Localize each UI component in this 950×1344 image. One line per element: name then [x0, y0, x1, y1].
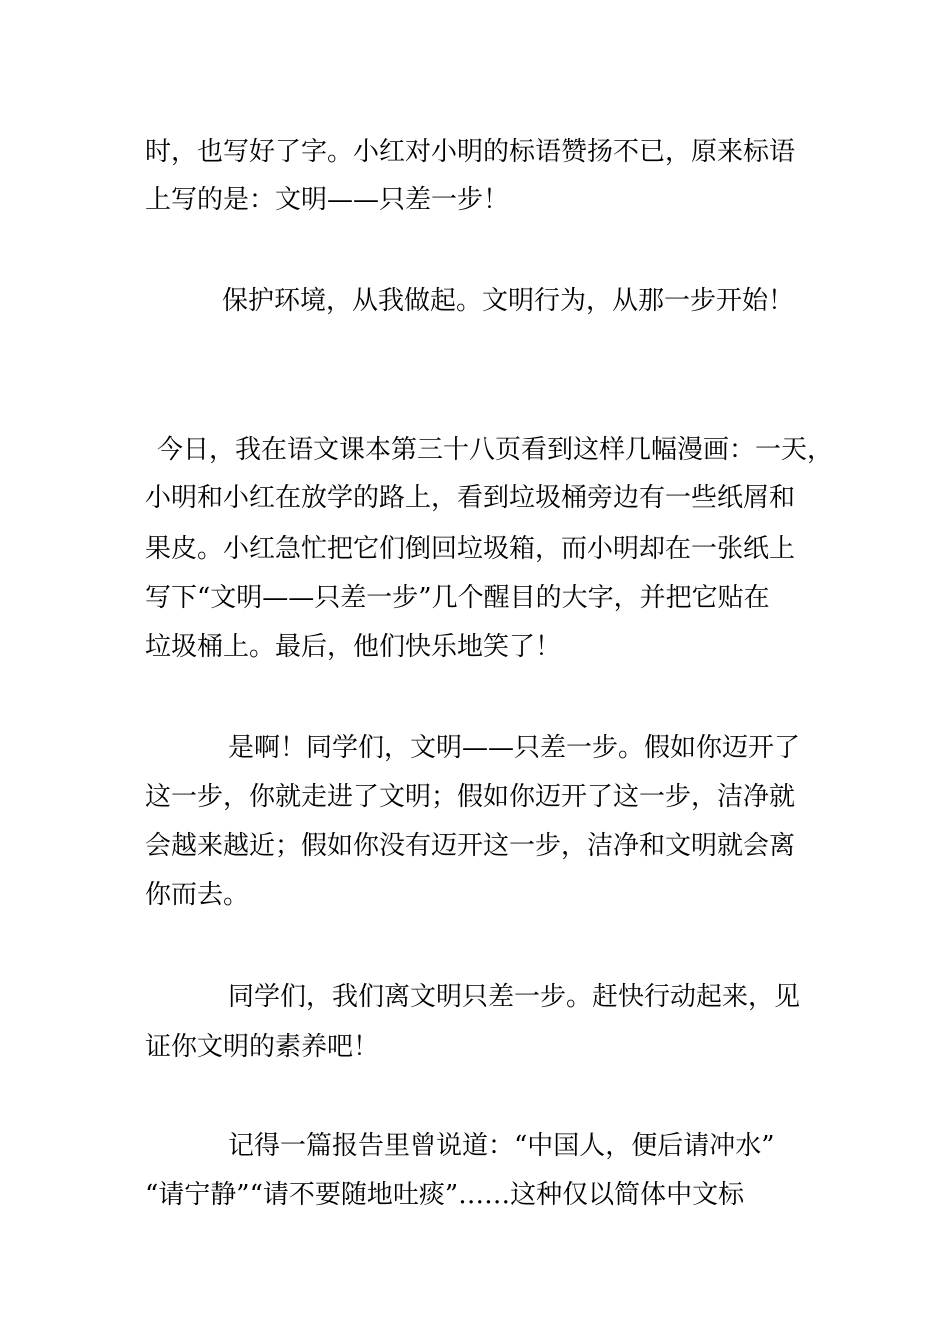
text-line: 你而去。	[145, 880, 250, 910]
text-line: 今日，我在语文课本第三十八页看到这样几幅漫画：一天，	[157, 435, 834, 465]
text-line: 小明和小红在放学的路上，看到垃圾桶旁边有一些纸屑和	[145, 483, 796, 513]
text-line: 写下“文明——只差一步”几个醒目的大字，并把它贴在	[145, 583, 770, 613]
text-line: 会越来越近；假如你没有迈开这一步，洁净和文明就会离	[145, 831, 796, 861]
text-line: 同学们，我们离文明只差一步。赶快行动起来，见	[228, 982, 801, 1012]
text-line: “请宁静”“请不要随地吐痰”……这种仅以简体中文标	[145, 1180, 745, 1210]
text-line: 垃圾桶上。最后，他们快乐地笑了！	[145, 632, 562, 662]
text-line: 上写的是：文明——只差一步！	[145, 185, 510, 215]
text-line: 记得一篇报告里曾说道：“中国人，便后请冲水”	[228, 1131, 775, 1161]
text-line: 果皮。小红急忙把它们倒回垃圾箱，而小明却在一张纸上	[145, 534, 796, 564]
text-line: 时，也写好了字。小红对小明的标语赞扬不已，原来标语	[145, 137, 796, 167]
text-line: 是啊！同学们，文明——只差一步。假如你迈开了	[228, 733, 801, 763]
text-line: 保护环境，从我做起。文明行为，从那一步开始！	[222, 286, 795, 316]
text-line: 这一步，你就走进了文明；假如你迈开了这一步，洁净就	[145, 782, 796, 812]
text-line: 证你文明的素养吧！	[145, 1032, 380, 1062]
